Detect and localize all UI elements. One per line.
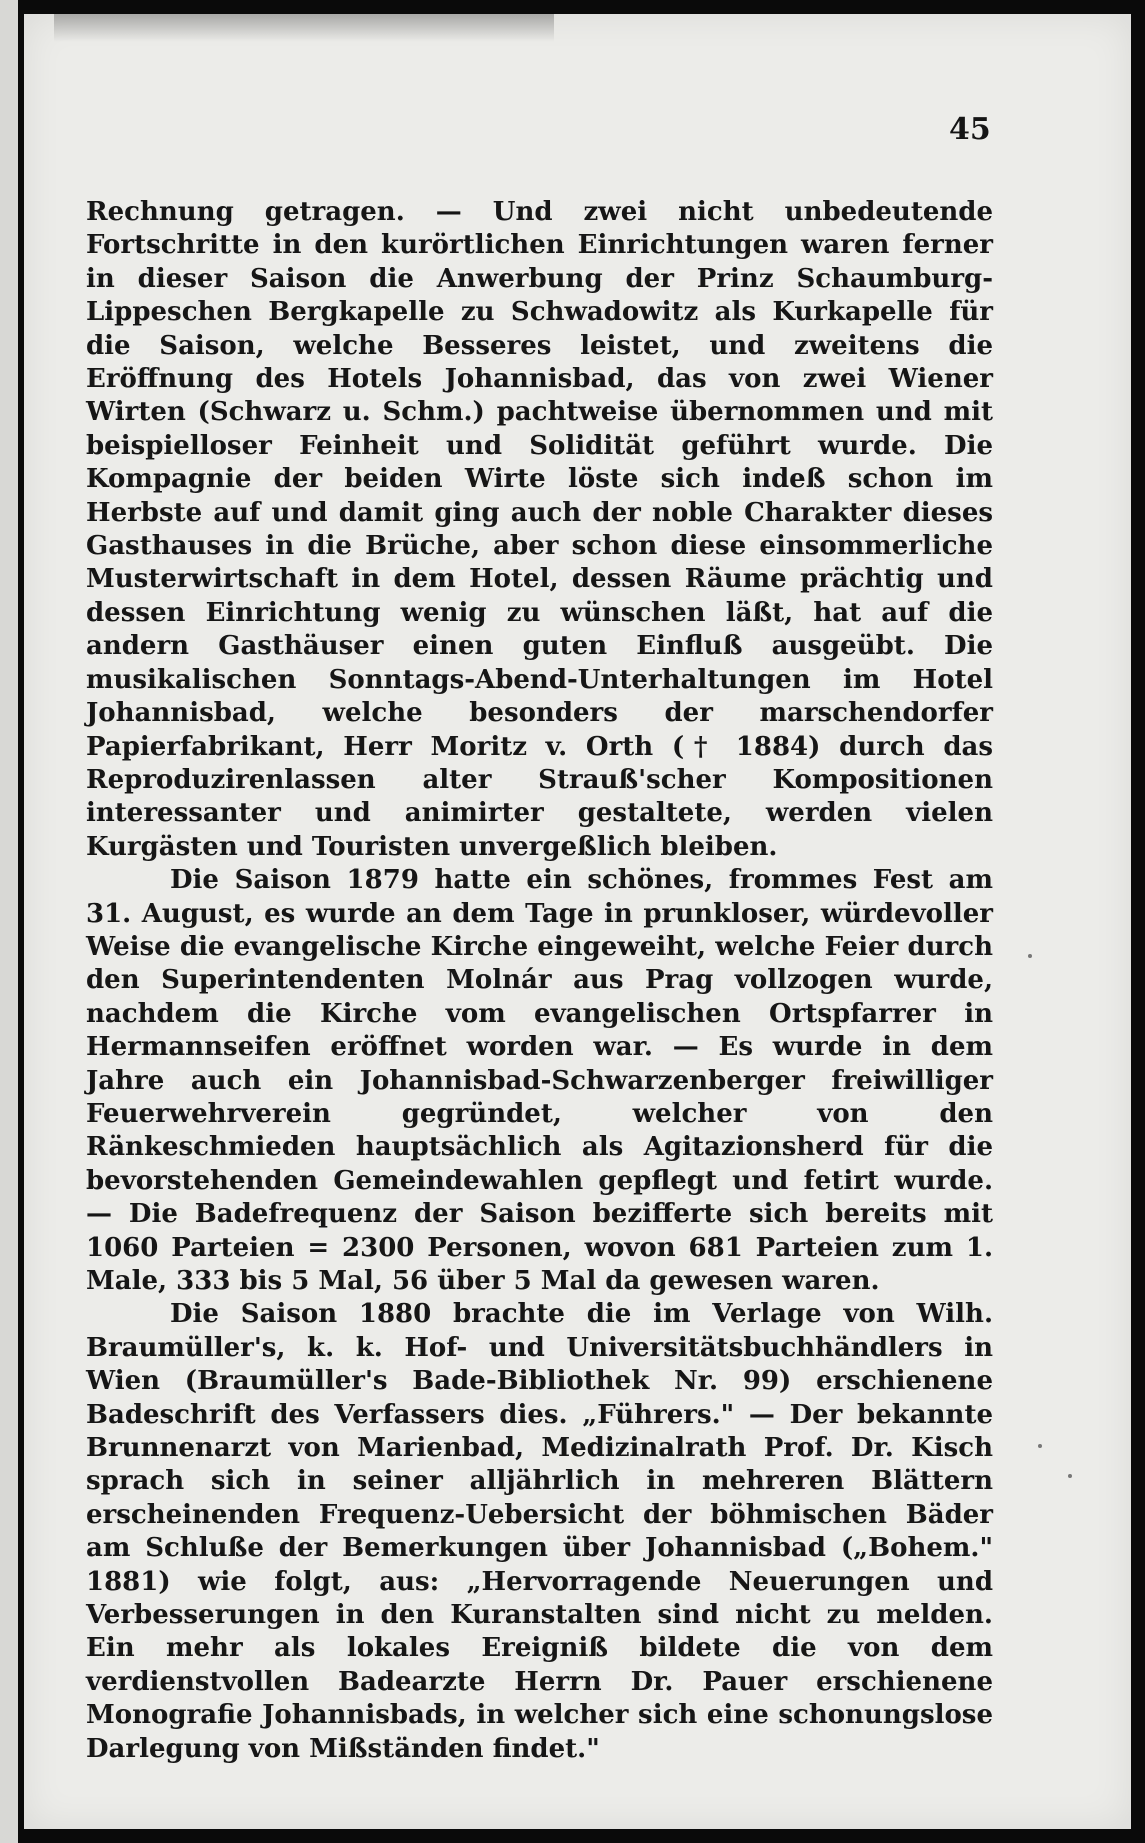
page-number: 45 bbox=[949, 112, 991, 147]
paragraph-2: Die Saison 1879 hatte ein schönes, frommes Fest am 31. August, es wurde an dem Tage in prunkloser, würdevoller Weise die evangelische Kirche eingeweiht, welche Feier durch den Superintendenten Molnár aus Prag vollzogen wurde, nachdem die Kirche vom evangelischen Ortspfarrer in Hermannseifen eröffnet worden war. — Es wurde in dem Jahre auch ein Johannisbad-Schwarzenberger freiwilliger Feuerwehrverein gegründet, welcher von den Ränkeschmieden hauptsächlich als Agitazionsherd für die bevorstehenden Gemeindewahlen gepflegt und fetirt wurde. — Die Badefrequenz der Saison bezifferte sich bereits mit 1060 Parteien = 2300 Personen, wovon 681 Parteien zum 1. Male, 333 bis 5 Mal, 56 über 5 Mal da gewesen waren. bbox=[86, 865, 993, 1296]
adjacent-page-edge bbox=[0, 0, 18, 1843]
paragraph-3: Die Saison 1880 brachte die im Verlage von Wilh. Braumüller's, k. k. Hof- und Universitätsbuchhändlers in Wien (Braumüller's Bade-Bibliothek Nr. 99) erschienene Badeschrift des Verfassers dies. „Führers." — Der bekannte Brunnenarzt von Marienbad, Medizinalrath Prof. Dr. Kisch sprach sich in seiner alljährlich in mehreren Blättern erscheinenden Frequenz-Uebersicht der böhmischen Bäder am Schluße der Bemerkungen über Johannisbad („Bohem." 1881) wie folgt, aus: „Hervorragende Neuerungen und Verbesserungen in den Kuranstalten sind nicht zu melden. Ein mehr als lokales Ereigniß bildete die von dem verdienstvollen Badearzte Herrn Dr. Pauer erschienene Monografie Johannisbads, in welcher sich eine schonungslose Darlegung von Mißständen findet." bbox=[86, 1299, 993, 1764]
paper-speck bbox=[1028, 954, 1032, 958]
book-page bbox=[24, 14, 1131, 1829]
body-text bbox=[86, 196, 993, 1766]
paper-speck bbox=[1068, 1474, 1072, 1478]
paragraph-1: Rechnung getragen. — Und zwei nicht unbedeutende Fortschritte in den kurörtlichen Einrichtungen waren ferner in dieser Saison die Anwerbung der Prinz Schaumburg-Lippeschen Bergkapelle zu Schwadowitz als Kurkapelle für die Saison, welche Besseres leistet, und zweitens die Eröffnung des Hotels Johannisbad, das von zwei Wiener Wirten (Schwarz u. Schm.) pachtweise übernommen und mit beispielloser Feinheit und Solidität geführt wurde. Die Kompagnie der beiden Wirte löste sich indeß schon im Herbste auf und damit ging auch der noble Charakter dieses Gasthauses in die Brüche, aber schon diese einsommerliche Musterwirtschaft in dem Hotel, dessen Räume prächtig und dessen Einrichtung wenig zu wünschen läßt, hat auf die andern Gasthäuser einen guten Einfluß ausgeübt. Die musikalischen Sonntags-Abend-Unterhaltungen im Hotel Johannisbad, welche besonders der marschendorfer Papierfabrikant, Herr Moritz v. Orth († 1884) durch das Reproduzirenlassen alter Strauß'scher Kompositionen interessanter und animirter gestaltete, werden vielen Kurgästen und Touristen unvergeßlich bleiben. bbox=[86, 197, 993, 862]
paper-speck bbox=[1038, 1444, 1042, 1448]
scan-smudge bbox=[54, 14, 554, 42]
